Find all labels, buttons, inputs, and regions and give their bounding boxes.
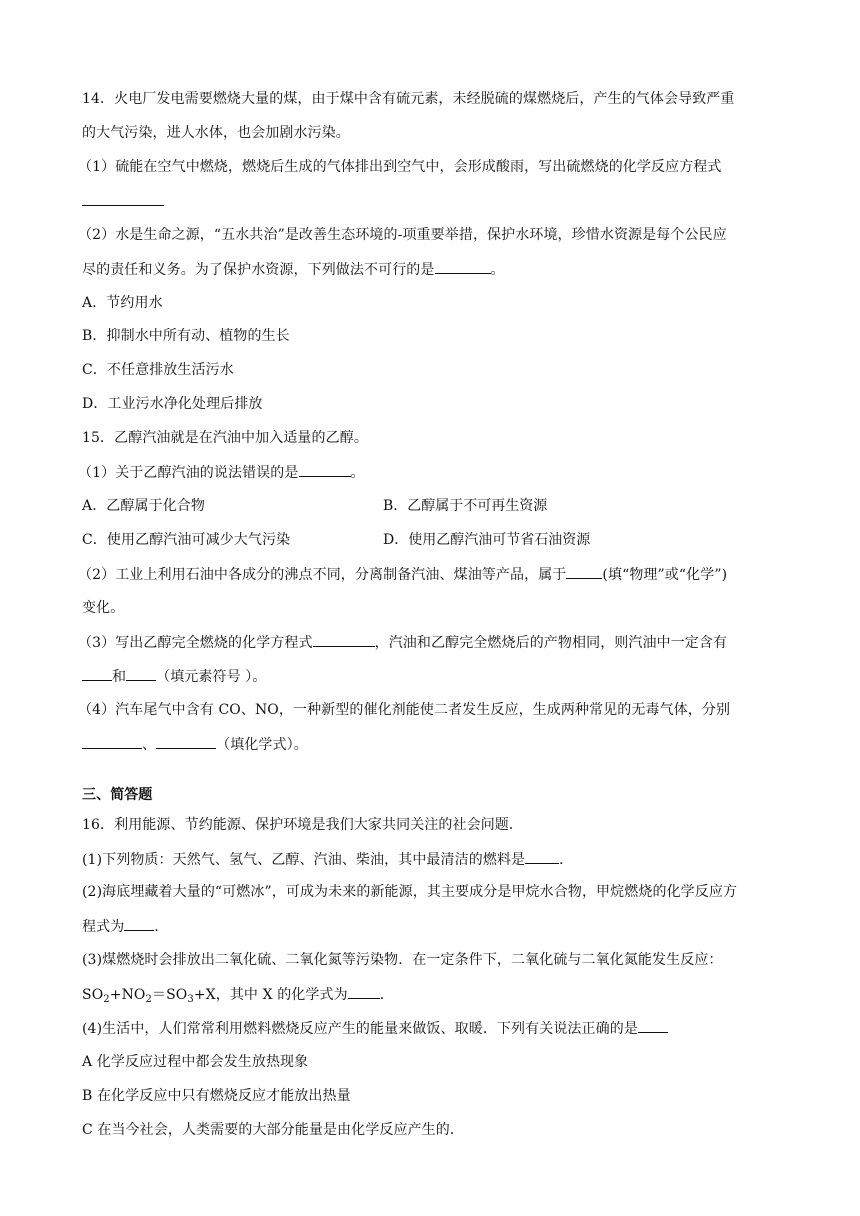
q14-part2-end: 。	[490, 262, 505, 278]
q14-part2-blank	[435, 259, 491, 274]
q14-part2-line2	[82, 259, 505, 280]
q16-part1-text: (1)下列物质：天然气、氢气、乙醇、汽油、柴油，其中最清洁的燃料是	[82, 852, 526, 868]
q15-part3-and: 和	[112, 669, 127, 685]
q16-option-c: C 在当今社会，人类需要的大部分能量是由化学反应产生的．	[82, 1122, 464, 1138]
q15-part4-hint: （填化学式）。	[216, 737, 308, 753]
q15-option-c: C．使用乙醇汽油可减少大气污染	[82, 532, 291, 548]
q14-option-d: D．工业污水净化处理后排放	[82, 396, 263, 412]
q15-part4-blank2	[156, 734, 216, 749]
q16-part1-blank	[525, 849, 559, 864]
q16-part3-text: +X，其中 X 的化学式为	[193, 987, 348, 1003]
q16-part4-text: (4)生活中，人们常常利用燃料燃烧反应产生的能量来做饭、取暖．下列有关说法正确的是	[82, 1021, 638, 1037]
q15-part4: （4）汽车尾气中含有 CO、NO，一种新型的催化剂能使二者发生反应，生成两种常见的无毒气体，分别	[78, 702, 731, 718]
q14-option-a: A．节约用水	[82, 295, 163, 311]
q15-option-a: A．乙醇属于化合物	[82, 498, 206, 514]
q16-part2-line2	[82, 916, 168, 937]
q14-option-b: B．抑制水中所有动、植物的生长	[82, 328, 290, 344]
q15-part3-blank2	[82, 666, 112, 681]
q15-part2-text: （2）工业上利用石油中各成分的沸点不同，分离制备汽油、煤油等产品，属于	[78, 567, 567, 583]
q15-part1-text: （1）关于乙醇汽油的说法错误的是	[78, 465, 299, 481]
q14-option-c: C．不任意排放生活污水	[82, 362, 234, 378]
q15-part1-end: 。	[350, 465, 365, 481]
formula-subscript: 3	[187, 994, 194, 1005]
formula-subscript: 2	[145, 994, 152, 1005]
q15-part3-hint: （填元素符号 ）。	[156, 669, 267, 685]
q15-part2-hint: (填“物理”或“化学”)	[602, 567, 728, 583]
q15-part2	[78, 564, 727, 585]
q15-part3-line2	[82, 666, 266, 687]
q16-stem: 16．利用能源、节约能源、保护环境是我们大家共同关注的社会问题．	[82, 817, 524, 833]
q15-part1-blank	[299, 462, 351, 477]
q16-option-a: A 化学反应过程中都会发生放热现象	[82, 1054, 309, 1070]
q14-stem-line2: 的大气污染，进人水体，也会加剧水污染。	[82, 125, 350, 141]
q14-part1-answer-blank	[82, 191, 164, 212]
formula-subscript: 2	[103, 994, 110, 1005]
q15-part3	[78, 632, 727, 653]
q16-part2-line1: (2)海底埋藏着大量的“可燃冰”，可成为未来的新能源，其主要成分是甲烷水合物，甲烷燃烧的化学反应方	[82, 884, 738, 900]
q14-part2-text: 尽的责任和义务。为了保护水资源，下列做法不可行的是	[82, 262, 435, 278]
q16-option-b: B 在化学反应中只有燃烧反应才能放出热量	[82, 1088, 351, 1104]
q15-option-b: B．乙醇属于不可再生资源	[383, 498, 548, 514]
q15-part2-blank	[566, 564, 602, 579]
q16-part4	[82, 1018, 668, 1039]
q16-part3-blank	[348, 984, 380, 999]
q16-part1	[82, 849, 573, 870]
formula-so3: ＝SO	[151, 987, 188, 1003]
formula-no: +NO	[109, 987, 146, 1003]
q15-part1	[78, 462, 365, 483]
section-title: 三、简答题	[82, 787, 153, 803]
q15-part4-blank1	[82, 734, 142, 749]
q14-stem-line1: 14．火电厂发电需要燃烧大量的煤，由于煤中含有硫元素，未经脱硫的煤燃烧后，产生的气体会导致严重	[82, 91, 735, 107]
q16-part2-end: ．	[154, 919, 169, 935]
q16-part4-blank	[638, 1018, 668, 1033]
q15-part3-blank	[313, 632, 375, 647]
q15-part3-text2: ，汽油和乙醇完全燃烧后的产物相同，则汽油中一定含有	[374, 635, 728, 651]
q15-part4-line2	[82, 734, 308, 755]
q15-part4-sep: 、	[142, 737, 157, 753]
q14-part2-line1: （2）水是生命之源，“五水共治”是改善生态环境的-项重要举措，保护水环境，珍惜水资源是每个公民应	[78, 227, 727, 243]
q16-part1-end: ．	[559, 852, 574, 868]
q15-part3-blank3	[126, 666, 156, 681]
formula-so: SO	[82, 987, 104, 1003]
q16-part2-text: 程式为	[82, 919, 125, 935]
q15-option-d: D．使用乙醇汽油可节省石油资源	[383, 532, 591, 548]
q16-equation-line	[82, 984, 394, 1005]
q15-part2-line2: 变化。	[82, 600, 125, 616]
q16-part3-line1: (3)煤燃烧时会排放出二氧化硫、二氧化氮等污染物．在一定条件下，二氧化硫与二氧化氮能发生反应：	[82, 952, 723, 968]
q14-part1: （1）硫能在空气中燃烧，燃烧后生成的气体排出到空气中，会形成酸雨，写出硫燃烧的化学反应方程式	[78, 159, 722, 175]
q16-part2-blank	[124, 916, 154, 931]
q15-part3-text: （3）写出乙醇完全燃烧的化学方程式	[78, 635, 313, 651]
q16-part3-end: ．	[379, 987, 394, 1003]
q15-stem: 15．乙醇汽油就是在汽油中加入适量的乙醇。	[82, 430, 368, 446]
